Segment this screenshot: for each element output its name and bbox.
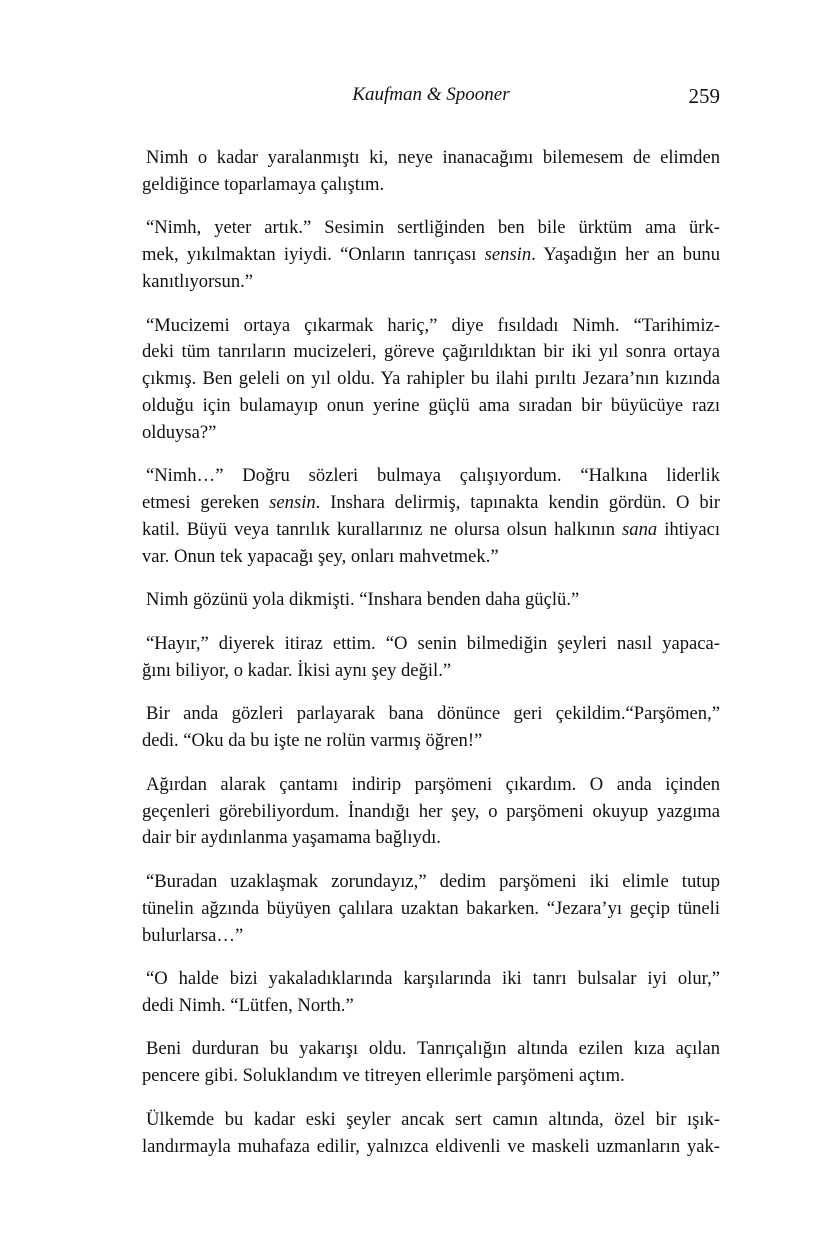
italic-emphasis: sana [622,518,658,540]
text-line [142,587,720,614]
text-line [142,825,720,852]
paragraph [142,587,720,614]
paragraph [142,631,720,685]
text-segment: Nimh o kadar yaralanmıştı ki, neye inanacağımı bilemesem de elimden [146,147,720,168]
text-segment: bulurlarsa…” [142,924,244,946]
text-segment: Nimh gözünü yola dikmişti. “Inshara benden daha güçlü.” [146,589,580,611]
text-segment: deki tüm tanrıların mucizeleri, göreve çağırıldıktan bir iki yıl sonra ortaya [142,341,720,363]
paragraph [142,966,720,1020]
text-segment: ğını biliyor, o kadar. İkisi aynı şey değil.” [142,659,452,681]
text-line [142,923,720,950]
text-line [142,993,720,1020]
text-line [142,1134,720,1161]
text-segment: . Inshara delirmiş, tapınakta kendin gördün. O bir [315,492,720,514]
text-segment: “Nimh…” Doğru sözleri bulmaya çalışıyordum. “Halkına liderlik [146,465,720,487]
text-segment: katil. Büyü veya tanrılık kurallarınız ne olursa olsun halkının [142,518,623,540]
body-text [142,145,720,1177]
text-line [142,1107,720,1134]
text-segment: olduysa?” [142,421,217,443]
text-line [142,366,720,393]
text-segment: landırmayla muhafaza edilir, yalnızca eldivenli ve maskeli uzmanların yak- [142,1135,720,1157]
text-segment: Beni durduran bu yakarışı oldu. Tanrıçalığın altında ezilen kıza açılan [146,1038,720,1060]
page-number: 259 [688,84,720,108]
text-line [142,463,720,490]
paragraph [142,1107,720,1161]
text-line [142,490,720,517]
text-segment: “Hayır,” diyerek itiraz ettim. “O senin bilmediğin şeyleri nasıl yapaca- [146,632,720,654]
paragraph [142,313,720,447]
italic-emphasis: sensin [484,244,532,266]
paragraph [142,772,720,852]
text-line [142,658,720,685]
text-line [142,799,720,826]
text-line [142,728,720,755]
text-segment: mek, yıkılmaktan iyiydi. “Onların tanrıçası [142,244,485,266]
text-line [142,701,720,728]
text-segment: Ülkemde bu kadar eski şeyler ancak sert camın altında, özel bir ışık- [146,1108,720,1130]
page-header [142,84,720,110]
text-line [142,242,720,269]
text-line [142,772,720,799]
text-segment: . Yaşadığın her an bunu [531,244,720,266]
paragraph [142,215,720,295]
text-segment: ihtiyacı [657,518,720,540]
text-segment: Bir anda gözleri parlayarak bana dönünce geri çekildim.“Parşömen,” [146,703,720,725]
text-line [142,145,720,172]
text-segment: “Mucizemi ortaya çıkarmak hariç,” diye fısıldadı Nimh. “Tarihimiz- [146,314,720,336]
text-line [142,869,720,896]
text-segment: etmesi gereken [142,492,270,514]
paragraph [142,463,720,570]
text-line [142,1063,720,1090]
text-line [142,896,720,923]
text-segment: “Buradan uzaklaşmak zorundayız,” dedim parşömeni iki elimle tutup [146,870,720,892]
text-segment: dedi Nimh. “Lütfen, North.” [142,994,354,1016]
text-segment: tünelin ağzında büyüyen çalılara uzaktan bakarken. “Jezara’yı geçip tüneli [142,897,720,919]
text-segment: çıkmış. Ben geleli on yıl oldu. Ya rahipler bu ilahi pırıltı Jezara’nın kızında [142,368,720,390]
text-line [142,1036,720,1063]
paragraph [142,701,720,755]
running-head: Kaufman & Spooner [352,84,510,105]
text-segment: kanıtlıyorsun.” [142,270,254,292]
text-line [142,393,720,420]
text-segment: geçenleri görebiliyordum. İnandığı her şey, o parşömeni okuyup yazgıma [142,800,720,822]
text-line [142,313,720,340]
text-segment: dair bir aydınlanma yaşamama bağlıydı. [142,827,441,849]
text-line [142,172,720,199]
text-line [142,966,720,993]
italic-emphasis: sensin [269,492,316,514]
paragraph [142,1036,720,1090]
text-segment: geldiğince toparlamaya çalıştım. [142,173,385,195]
text-line [142,517,720,544]
text-segment: Ağırdan alarak çantamı indirip parşömeni çıkardım. O anda içinden [146,773,720,795]
text-line [142,544,720,571]
text-segment: “Nimh, yeter artık.” Sesimin sertliğinden ben bile ürktüm ama ürk- [146,217,720,239]
text-segment: dedi. “Oku da bu işte ne rolün varmış öğren!” [142,730,483,752]
text-line [142,339,720,366]
text-segment: pencere gibi. Soluklandım ve titreyen ellerimle parşömeni açtım. [142,1065,625,1087]
text-line [142,420,720,447]
text-segment: var. Onun tek yapacağı şey, onları mahvetmek.” [142,545,499,567]
paragraph [142,869,720,949]
text-line [142,269,720,296]
text-line [142,215,720,242]
text-line [142,631,720,658]
text-segment: olduğu için bulamayıp onun yerine güçlü ama sıradan bir büyücüye razı [142,394,720,416]
text-segment: “O halde bizi yakaladıklarında karşılarında iki tanrı bulsalar iyi olur,” [146,968,720,990]
paragraph [142,145,720,199]
